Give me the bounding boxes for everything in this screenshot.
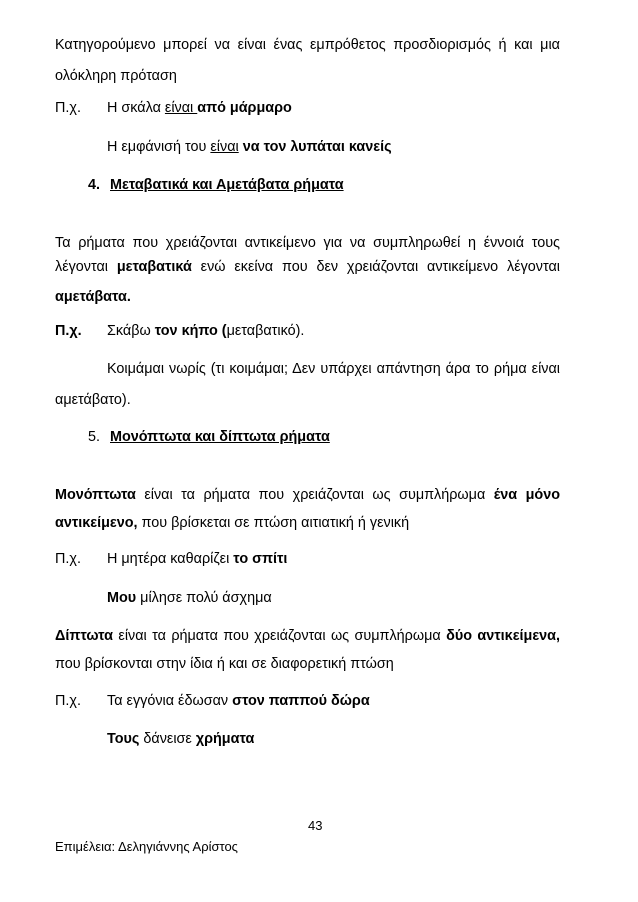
example-label: Π.χ. bbox=[55, 323, 82, 339]
example-1a: Π.χ. Η σκάλα είναι από μάρμαρο bbox=[55, 100, 292, 116]
section-title: Μονόπτωτα και δίπτωτα ρήματα bbox=[110, 429, 330, 445]
example-label: Π.χ. bbox=[55, 693, 81, 709]
example-2b-line-2: αμετάβατο). bbox=[55, 392, 131, 408]
paragraph-predicate-line-2: ολόκληρη πρόταση bbox=[55, 68, 177, 84]
paragraph-monoptota-line-2: αντικείμενο, που βρίσκεται σε πτώση αιτιατική ή γενική bbox=[55, 515, 410, 531]
example-4a: Π.χ. Τα εγγόνια έδωσαν στον παππού δώρα bbox=[55, 693, 370, 709]
paragraph-transitive-line-2: λέγονται μεταβατικά ενώ εκείνα που δεν χρειάζονται αντικείμενο λέγονται bbox=[55, 259, 560, 275]
example-2b-line-1: Κοιμάμαι νωρίς (τι κοιμάμαι; Δεν υπάρχει απάντηση άρα το ρήμα είναι bbox=[107, 361, 560, 377]
paragraph-transitive-line-3: αμετάβατα. bbox=[55, 289, 131, 305]
example-label: Π.χ. bbox=[55, 100, 81, 116]
paragraph-diptota-line-2: που βρίσκονται στην ίδια ή και σε διαφορετική πτώση bbox=[55, 656, 394, 672]
section-heading-4: 4. Μεταβατικά και Αμετάβατα ρήματα bbox=[88, 177, 344, 193]
example-3a: Π.χ. Η μητέρα καθαρίζει το σπίτι bbox=[55, 551, 288, 567]
paragraph-monoptota-line-1: Μονόπτωτα είναι τα ρήματα που χρειάζονται ως συμπλήρωμα ένα μόνο bbox=[55, 487, 560, 503]
paragraph-predicate-line-1: Κατηγορούμενο μπορεί να είναι ένας εμπρόθετος προσδιορισμός ή και μια bbox=[55, 37, 560, 53]
paragraph-transitive-line-1: Τα ρήματα που χρειάζονται αντικείμενο για να συμπληρωθεί η έννοιά τους bbox=[55, 235, 560, 251]
example-2a: Π.χ. Σκάβω τον κήπο (μεταβατικό). bbox=[55, 323, 305, 339]
paragraph-diptota-line-1: Δίπτωτα είναι τα ρήματα που χρειάζονται ως συμπλήρωμα δύο αντικείμενα, bbox=[55, 628, 561, 644]
example-1b: Η εμφάνισή του είναι να τον λυπάται κανείς bbox=[107, 139, 392, 155]
example-label: Π.χ. bbox=[55, 551, 81, 567]
example-4b: Τους δάνεισε χρήματα bbox=[107, 731, 255, 747]
page-number: 43 bbox=[308, 818, 323, 833]
footer-credit: Επιμέλεια: Δεληγιάννης Αρίστος bbox=[55, 839, 238, 854]
section-heading-5: 5. Μονόπτωτα και δίπτωτα ρήματα bbox=[88, 429, 330, 445]
example-3b: Μου μίλησε πολύ άσχημα bbox=[107, 590, 272, 606]
section-title: Μεταβατικά και Αμετάβατα ρήματα bbox=[110, 177, 344, 193]
